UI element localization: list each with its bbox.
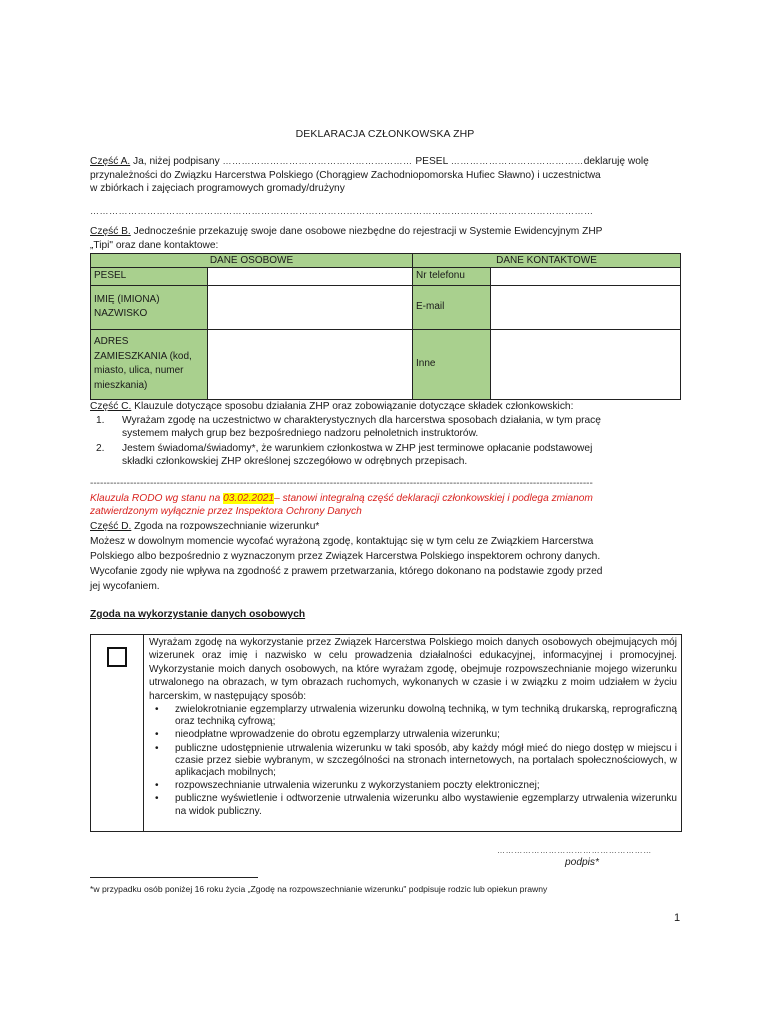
part-d-heading: Część D. — [90, 521, 132, 532]
footnote: *w przypadku osób poniżej 16 roku życia „Zgodę na rozpowszechnianie wizerunku" podpisuje rodzic lub opiekun prawny — [90, 884, 548, 894]
clause-1-line-2: systemem małych grup bez bezpośredniego nadzoru pełnoletnich instruktorów. — [122, 428, 479, 439]
footnote-separator — [90, 877, 258, 878]
rodo-text-a: Klauzula RODO wg stanu na — [90, 493, 221, 504]
consent-bullet-text: nieodpłatne wprowadzenie do obrotu egzemplarzy utrwalenia wizerunku; — [175, 729, 500, 741]
part-c-intro-line — [90, 400, 573, 414]
unit-fill-dots[interactable]: …………………………………………………………………………………………………………………………………………… — [90, 206, 594, 216]
consent-checkbox[interactable] — [107, 647, 127, 667]
clause-2-line-2: składki członkowskiej ZHP określonej szczegółowo w odrębnych przepisach. — [122, 456, 468, 467]
consent-bullet-4 — [149, 780, 677, 792]
consent-text — [149, 636, 677, 818]
part-d-title-line — [90, 520, 319, 534]
clause-2-line-1: Jestem świadoma/świadomy*, że warunkiem członkostwa w ZHP jest terminowe opłacanie podstawowej — [122, 443, 593, 454]
header-contact-data: DANE KONTAKTOWE — [413, 254, 681, 268]
personal-data-table — [90, 253, 681, 400]
consent-bullet-text: publiczne wyświetlenie i odtworzenie utrwalenia wizerunku albo wystawienie egzemplarzy utrwalenia wizerunku na widok publiczny. — [175, 793, 677, 817]
part-c-heading: Część C. — [90, 401, 132, 412]
part-d-line-2: Polskiego albo bezpośrednio z wyznaczonym przez Związek Harcerstwa Polskiego inspektorem ochrony danych. — [90, 551, 601, 562]
other-cell[interactable] — [491, 329, 681, 399]
pesel-cell[interactable] — [208, 268, 413, 286]
consent-bullet-text: zwielokrotnianie egzemplarzy utrwalenia wizerunku dowolną techniką, w tym techniką drukarską, reprograficzną oraz techniką cyfrową; — [175, 704, 677, 728]
label-email: E-mail — [413, 285, 491, 329]
label-name: IMIĘ (IMIONA) NAZWISKO — [91, 285, 208, 329]
label-other: Inne — [413, 329, 491, 399]
bullet-icon: • — [155, 780, 159, 792]
label-pesel: PESEL — [91, 268, 208, 286]
name-cell[interactable] — [208, 285, 413, 329]
consent-bullet-5 — [149, 793, 677, 817]
part-d-line-1: Możesz w dowolnym momencie wycofać wyrażoną zgodę, kontaktując się w tym celu ze Związkiem Harcerstwa — [90, 536, 594, 547]
part-a-heading: Część A. — [90, 156, 131, 167]
document-title: DEKLARACJA CZŁONKOWSKA ZHP — [295, 128, 475, 140]
part-d-line-4: jej wycofaniem. — [90, 581, 160, 592]
part-d-line-3: Wycofanie zgody nie wpływa na zgodność z prawem przetwarzania, którego dokonano na podstawie zgody przed — [90, 566, 603, 577]
part-b-line-1 — [90, 225, 602, 239]
bullet-icon: • — [155, 793, 159, 805]
part-a-pesel-label: PESEL — [415, 156, 448, 167]
part-a-line-2: przynależności do Związku Harcerstwa Polskiego (Chorągiew Zachodniopomorska Hufiec Sławno) i uczestnictwa — [90, 170, 601, 181]
rodo-text-b: – stanowi integralną część deklaracji członkowskiej i podlega zmianom — [274, 493, 593, 504]
rodo-line-1 — [90, 492, 593, 506]
checkbox-column — [91, 635, 144, 831]
consent-bullet-3 — [149, 743, 677, 780]
page-number: 1 — [674, 912, 681, 924]
part-c-intro: Klauzule dotyczące sposobu działania ZHP oraz zobowiązanie dotyczące składek członkowskich: — [134, 401, 574, 412]
consent-box — [90, 634, 682, 832]
part-b-text-1: Jednocześnie przekazuję swoje dane osobowe niezbędne do rejestracji w Systemie Ewidencyjnym ZHP — [133, 226, 603, 237]
consent-bullet-text: rozpowszechnianie utrwalenia wizerunku z wykorzystaniem poczty elektronicznej; — [175, 780, 540, 792]
rodo-line-2: zatwierdzonym wyłącznie przez Inspektora Ochrony Danych — [90, 506, 362, 517]
label-phone: Nr telefonu — [413, 268, 491, 286]
rodo-date: 03.02.2021 — [223, 493, 275, 504]
header-personal-data: DANE OSOBOWE — [91, 254, 413, 268]
signature-fill-dots[interactable]: ……………………………………………… — [497, 846, 652, 855]
list-number: 1. — [96, 415, 105, 426]
consent-bullet-1 — [149, 704, 677, 728]
phone-cell[interactable] — [491, 268, 681, 286]
email-cell[interactable] — [491, 285, 681, 329]
part-b-heading: Część B. — [90, 226, 131, 237]
address-cell[interactable] — [208, 329, 413, 399]
part-d-title: Zgoda na rozpowszechnianie wizerunku* — [134, 521, 320, 532]
name-fill-dots[interactable]: …………………………………………………… — [222, 156, 413, 166]
consent-paragraph: Wyrażam zgodę na wykorzystanie przez Związek Harcerstwa Polskiego moich danych osobowych obejmujących mój wizerunek oraz imię i nazwisko w celu prowadzenia działalności edukacyjnej, informacyjnej i promocyjnej. Wykorzystanie moich danych osobowych, na które wyrażam zgodę, obejmuje rozpowszechnianie mojego wizerunku utrwalonego na obrazach, w tym obrazach ruchomych, wykonanych w czasie i w związku z moim udziałem w życiu harcerskim, w następujący sposób: — [149, 637, 677, 702]
signature-label: podpis* — [565, 857, 599, 868]
consent-bullet-text: publiczne udostępnienie utrwalenia wizerunku w taki sposób, aby każdy mógł mieć do niego dostęp w miejscu i czasie przez siebie wybranym, w szczególności na stronach internetowych, na portalach społecznościowych, w aplikacjach mobilnych; — [175, 742, 677, 779]
dashed-separator: ------------------------------------------------------------------------------------------------------------------------------------------------------- — [90, 478, 593, 489]
part-a-line-3: w zbiórkach i zajęciach programowych gromady/drużyny — [90, 183, 345, 194]
list-number: 2. — [96, 443, 105, 454]
bullet-icon: • — [155, 704, 159, 716]
clause-1-line-1: Wyrażam zgodę na uczestnictwo w charakterystycznych dla harcerstwa sposobach działania, w tym pracę — [122, 415, 601, 426]
part-c-list — [96, 415, 682, 471]
label-address: ADRES ZAMIESZKANIA (kod, miasto, ulica, numer mieszkania) — [91, 329, 208, 399]
consent-heading: Zgoda na wykorzystanie danych osobowych — [90, 609, 306, 620]
part-a-line-1 — [90, 155, 682, 169]
part-a-text-1: Ja, niżej podpisany — [133, 156, 220, 167]
bullet-icon: • — [155, 729, 159, 741]
consent-bullet-2 — [149, 729, 677, 741]
pesel-fill-dots[interactable]: …………………………………… — [450, 156, 584, 166]
part-a-text-2: deklaruję wolę — [583, 156, 649, 167]
bullet-icon: • — [155, 742, 159, 754]
part-b-line-2: „Tipi" oraz dane kontaktowe: — [90, 240, 219, 251]
